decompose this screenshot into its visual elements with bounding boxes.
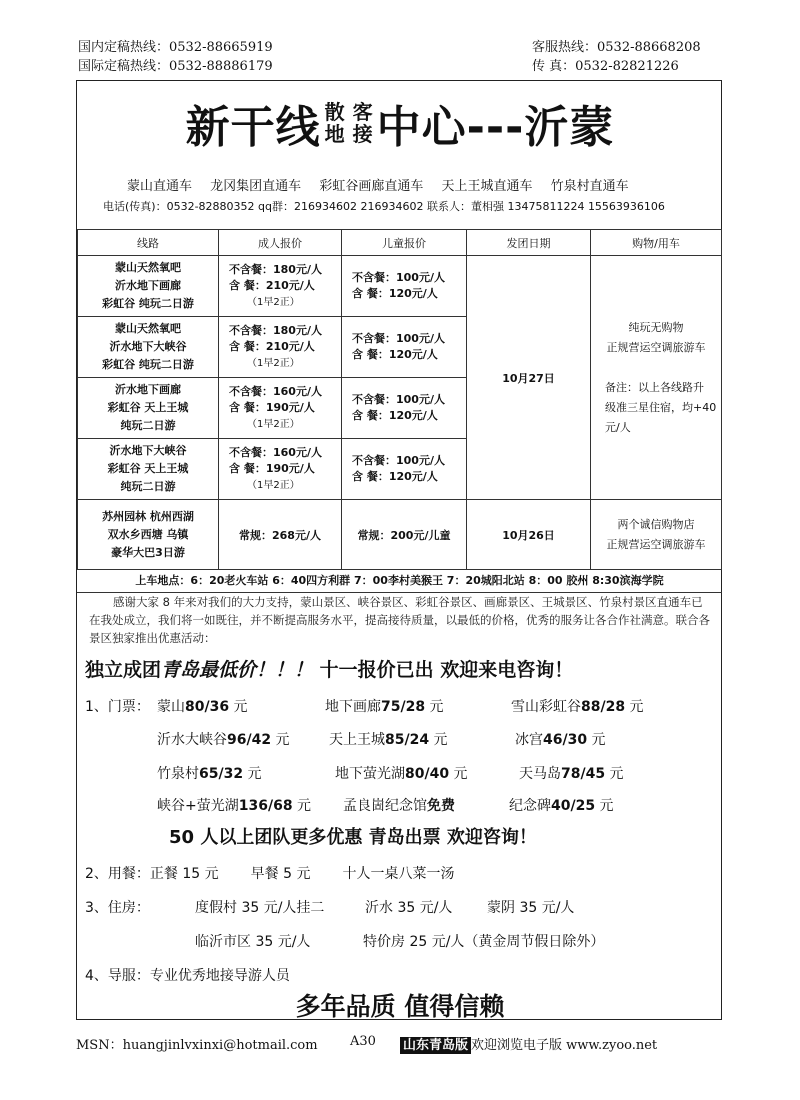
slogan: 多年品质 值得信赖: [295, 992, 505, 1021]
line: 不含餐：160元/人: [229, 445, 322, 459]
adult-price: [219, 317, 342, 378]
lodging-item: 沂水 35 元/人: [365, 900, 453, 916]
line: 沂水地下画廊: [115, 279, 181, 292]
tickets-label: 1、门票：: [85, 699, 150, 715]
meal-note: （1早2正）: [247, 479, 300, 491]
edition-tag: 山东青岛版: [400, 1037, 471, 1054]
line: 纯玩二日游: [120, 480, 176, 493]
line: 含 餐：120元/人: [352, 470, 438, 483]
route-cell: [78, 317, 219, 378]
promo-c: 十一报价已出 欢迎来电咨询！: [319, 659, 574, 681]
route-cell: [78, 500, 219, 570]
international-hotline: 国际定稿热线：0532-88886179: [78, 59, 273, 74]
remark: [591, 378, 721, 438]
fax-number: 传 真：0532-82821226: [532, 59, 679, 74]
line: 含 餐：120元/人: [352, 287, 438, 300]
contact-line: 电话(传真)：0532-82880352 qq群：216934602 216934602 联系人：董相强 13475811224 15563936106: [103, 200, 665, 213]
line: 沂水地下大峡谷: [109, 444, 187, 457]
line: 沂水地下画廊: [115, 383, 181, 396]
meal-note: （1早2正）: [247, 357, 300, 369]
line: 含 餐：210元/人: [229, 278, 315, 292]
title-left: 新干线: [185, 102, 321, 153]
child-price: [342, 317, 467, 378]
ticket-item: 地下萤光湖80/40 元: [335, 766, 468, 782]
route-item: 蒙山直通车: [127, 179, 193, 194]
route-item: 天上王城直通车: [441, 179, 533, 194]
line: 彩虹谷 纯玩二日游: [102, 358, 194, 371]
promo-line: [85, 655, 573, 682]
line: 级准三星住宿，均+40: [605, 400, 717, 414]
adult-price: [219, 256, 342, 317]
group-discount: 50 人以上团队更多优惠 青岛出票 欢迎咨询！: [169, 827, 537, 848]
stack-char: 客: [352, 100, 373, 124]
intro-paragraph: 感谢大家 8 年来对我们的大力支持，蒙山景区、峡谷景区、彩虹谷景区、画廊景区、王城景区、竹泉村景区直通车已在我处成立，我们将一如既往，并不断提高服务水平，提高接待质量，以最低的价格，优秀的服务让各合作社满意。联合各景区独家推出优惠活动：: [89, 595, 710, 645]
table-row: [78, 256, 722, 317]
promo-b: 青岛最低价！！！: [161, 659, 314, 681]
ticket-item: 冰宫46/30 元: [515, 732, 606, 748]
ticket-item: 孟良崮纪念馆免费: [343, 798, 455, 814]
col-header: 发团日期: [467, 230, 591, 256]
adult-price: [219, 378, 342, 439]
line: 正规营运空调旅游车: [606, 340, 706, 354]
ticket-item: 沂水大峡谷96/42 元: [157, 732, 290, 748]
meal-item: 十人一桌八菜一汤: [342, 866, 455, 882]
meal-note: （1早2正）: [247, 418, 300, 430]
service-hotline: 客服热线：0532-88668208: [532, 40, 701, 55]
line: 不含餐：100元/人: [352, 271, 445, 284]
line: 含 餐：120元/人: [352, 409, 438, 422]
line: 纯玩无购物: [628, 320, 684, 334]
stack-char: 散: [324, 100, 345, 124]
line: 两个诚信购物店: [617, 517, 695, 531]
price-table: [77, 229, 722, 570]
meals-line: [85, 863, 454, 883]
line: 正规营运空调旅游车: [606, 537, 706, 551]
line: 含 餐：190元/人: [229, 461, 315, 475]
stack-char: 地: [324, 122, 345, 146]
route-cell: [78, 256, 219, 317]
col-header: 购物/用车: [591, 230, 722, 256]
line: 含 餐：210元/人: [229, 339, 315, 353]
departure-date: 10月27日: [467, 256, 591, 500]
col-header: 成人报价: [219, 230, 342, 256]
line: 纯玩二日游: [120, 419, 176, 432]
ticket-item: 雪山彩虹谷88/28 元: [511, 699, 644, 715]
line: 不含餐：100元/人: [352, 454, 445, 467]
line: 不含餐：180元/人: [229, 262, 322, 276]
line: 豪华大巴3日游: [111, 545, 185, 559]
line: 彩虹谷 天上王城: [107, 462, 189, 475]
ad-frame: [76, 80, 722, 1020]
meal-item: 正餐 15 元: [149, 866, 219, 882]
line: 含 餐：120元/人: [352, 348, 438, 361]
route-item: 彩虹谷画廊直通车: [319, 179, 424, 194]
route-cell: [78, 439, 219, 500]
child-price: [342, 378, 467, 439]
line: 苏州园林 杭州西湖: [102, 509, 194, 523]
footer-site: [400, 1034, 657, 1053]
stack-char: 接: [352, 122, 373, 146]
lodging-item: 临沂市区 35 元/人: [195, 934, 311, 950]
line: 彩虹谷 天上王城: [107, 401, 189, 414]
lodging-item: 度假村 35 元/人挂二: [195, 900, 325, 916]
departure-date: 10月26日: [467, 500, 591, 570]
title-stack-2: [353, 101, 373, 145]
table-header-row: [78, 230, 722, 256]
line: 备注：以上各线路升: [605, 380, 704, 394]
ad-title: [77, 91, 723, 155]
direct-routes: [127, 175, 643, 194]
child-price: [342, 256, 467, 317]
ticket-item: 峡谷+萤光湖136/68 元: [157, 798, 312, 814]
lodging-item: 特价房 25 元/人（黄金周节假日除外）: [363, 934, 605, 950]
child-price: 常规：200元/儿童: [342, 500, 467, 570]
ticket-item: 竹泉村65/32 元: [157, 766, 262, 782]
domestic-hotline: 国内定稿热线：0532-88665919: [78, 40, 273, 55]
guide-line: 4、导服：专业优秀地接导游人员: [85, 968, 290, 984]
adult-price: 常规：268元/人: [219, 500, 342, 570]
col-header: 儿童报价: [342, 230, 467, 256]
ticket-item: 地下画廊75/28 元: [325, 699, 444, 715]
meal-item: 早餐 5 元: [250, 866, 311, 882]
lodging-item: 蒙阴 35 元/人: [487, 900, 575, 916]
ticket-item: 天上王城85/24 元: [329, 732, 448, 748]
title-right: 中心---沂蒙: [376, 102, 615, 153]
line: 蒙山天然氧吧: [115, 261, 181, 274]
ticket-item: 纪念碑40/25 元: [509, 798, 614, 814]
line: 双水乡西塘 乌镇: [107, 527, 189, 541]
title-stack-1: [325, 101, 345, 145]
site-text: 欢迎浏览电子版 www.zyoo.net: [471, 1038, 658, 1053]
line: 含 餐：190元/人: [229, 400, 315, 414]
line: 不含餐：180元/人: [229, 323, 322, 337]
lodging-label: 3、住房：: [85, 900, 150, 916]
meal-note: （1早2正）: [247, 296, 300, 308]
col-header: 线路: [78, 230, 219, 256]
line: 彩虹谷 纯玩二日游: [102, 297, 194, 310]
page-number: A30: [350, 1034, 376, 1049]
promo-a: 独立成团: [85, 659, 162, 681]
ticket-item: 蒙山80/36 元: [157, 699, 248, 715]
line: 沂水地下大峡谷: [109, 340, 187, 353]
route-item: 龙冈集团直通车: [210, 179, 302, 194]
ticket-item: 天马岛78/45 元: [519, 766, 624, 782]
route-cell: [78, 378, 219, 439]
msn-contact: MSN：huangjinlvxinxi@hotmail.com: [76, 1038, 318, 1053]
table-row: [78, 500, 722, 570]
shopping-cell: [591, 256, 722, 500]
line: 不含餐：100元/人: [352, 393, 445, 406]
adult-price: [219, 439, 342, 500]
route-item: 竹泉村直通车: [550, 179, 629, 194]
line: 不含餐：160元/人: [229, 384, 322, 398]
meals-label: 2、用餐：: [85, 866, 150, 882]
child-price: [342, 439, 467, 500]
line: 元/人: [605, 420, 631, 434]
shopping-cell: [591, 500, 722, 570]
boarding-points: 上车地点：6：20老火车站 6：40四方利群 7：00李村美猴王 7：20城阳北站 8：00 胶州 8:30滨海学院: [77, 570, 722, 593]
line: 不含餐：100元/人: [352, 332, 445, 345]
line: 蒙山天然氧吧: [115, 322, 181, 335]
